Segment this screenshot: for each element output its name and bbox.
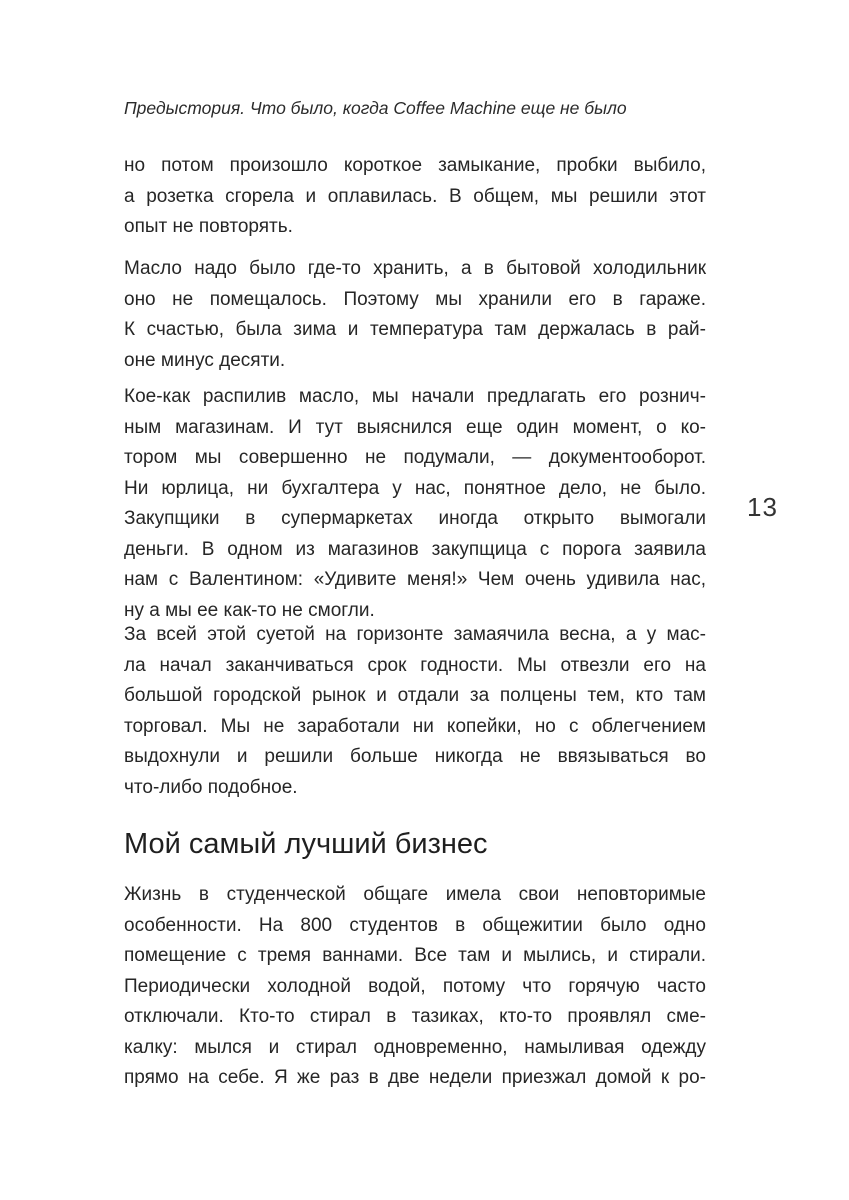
paragraph-3: [124, 382, 706, 626]
text-line: Закупщики в супермаркетах иногда открыто вымогали: [124, 508, 706, 529]
text-line: что-либо подобное.: [124, 776, 298, 798]
text-line: оно не помещалось. Поэтому мы хранили его в гараже.: [124, 288, 706, 310]
text-line: Ни юрлица, ни бухгалтера у нас, понятное дело, не было.: [124, 477, 706, 499]
text-line: ла начал заканчиваться срок годности. Мы отвезли его на: [124, 654, 706, 676]
section-paragraph: [124, 880, 706, 1094]
text-line: прямо на себе. Я же раз в две недели приезжал домой к ро-: [124, 1067, 706, 1088]
text-line: Периодически холодной водой, потому что горячую часто: [124, 975, 706, 997]
text-line: оне минус десяти.: [124, 349, 286, 371]
section-heading: Мой самый лучший бизнес: [124, 828, 488, 860]
text-line: выдохнули и решили больше никогда не ввязываться во: [124, 746, 706, 767]
text-line: тором мы совершенно не подумали, — документооборот.: [124, 447, 706, 468]
running-head: Предыстория. Что было, когда Coffee Machine еще не было: [124, 98, 627, 118]
text-line: ну а мы ее как-то не смогли.: [124, 599, 375, 621]
text-line: большой городской рынок и отдали за полцены тем, кто там: [124, 685, 706, 706]
text-line: деньги. В одном из магазинов закупщица с порога заявила: [124, 538, 706, 560]
text-line: нам с Валентином: «Удивите меня!» Чем очень удивила нас,: [124, 569, 706, 590]
text-line: торговал. Мы не заработали ни копейки, но с облегчением: [124, 715, 706, 737]
text-line: опыт не повторять.: [124, 216, 293, 237]
text-line: К счастью, была зима и температура там держалась в рай-: [124, 319, 706, 340]
text-line: Кое-как распилив масло, мы начали предлагать его рознич-: [124, 386, 706, 407]
text-line: но потом произошло короткое замыкание, пробки выбило,: [124, 155, 706, 176]
text-line: помещение с тремя ваннами. Все там и мылись, и стирали.: [124, 945, 706, 966]
paragraph-4: [124, 620, 706, 803]
text-line: Жизнь в студенческой общаге имела свои неповторимые: [124, 884, 706, 905]
text-line: особенности. На 800 студентов в общежитии было одно: [124, 914, 706, 936]
text-line: За всей этой суетой на горизонте замаячила весна, а у мас-: [124, 624, 706, 645]
paragraph-1: [124, 151, 706, 243]
text-line: ным магазинам. И тут выяснился еще один момент, о ко-: [124, 416, 706, 438]
paragraph-2: [124, 254, 706, 376]
text-line: отключали. Кто-то стирал в тазиках, кто-то проявлял сме-: [124, 1006, 706, 1027]
text-line: а розетка сгорела и оплавилась. В общем, мы решили этот: [124, 185, 706, 207]
page-number: 13: [747, 492, 778, 522]
text-line: Масло надо было где-то хранить, а в бытовой холодильник: [124, 258, 706, 279]
text-line: калку: мылся и стирал одновременно, намыливая одежду: [124, 1036, 706, 1058]
